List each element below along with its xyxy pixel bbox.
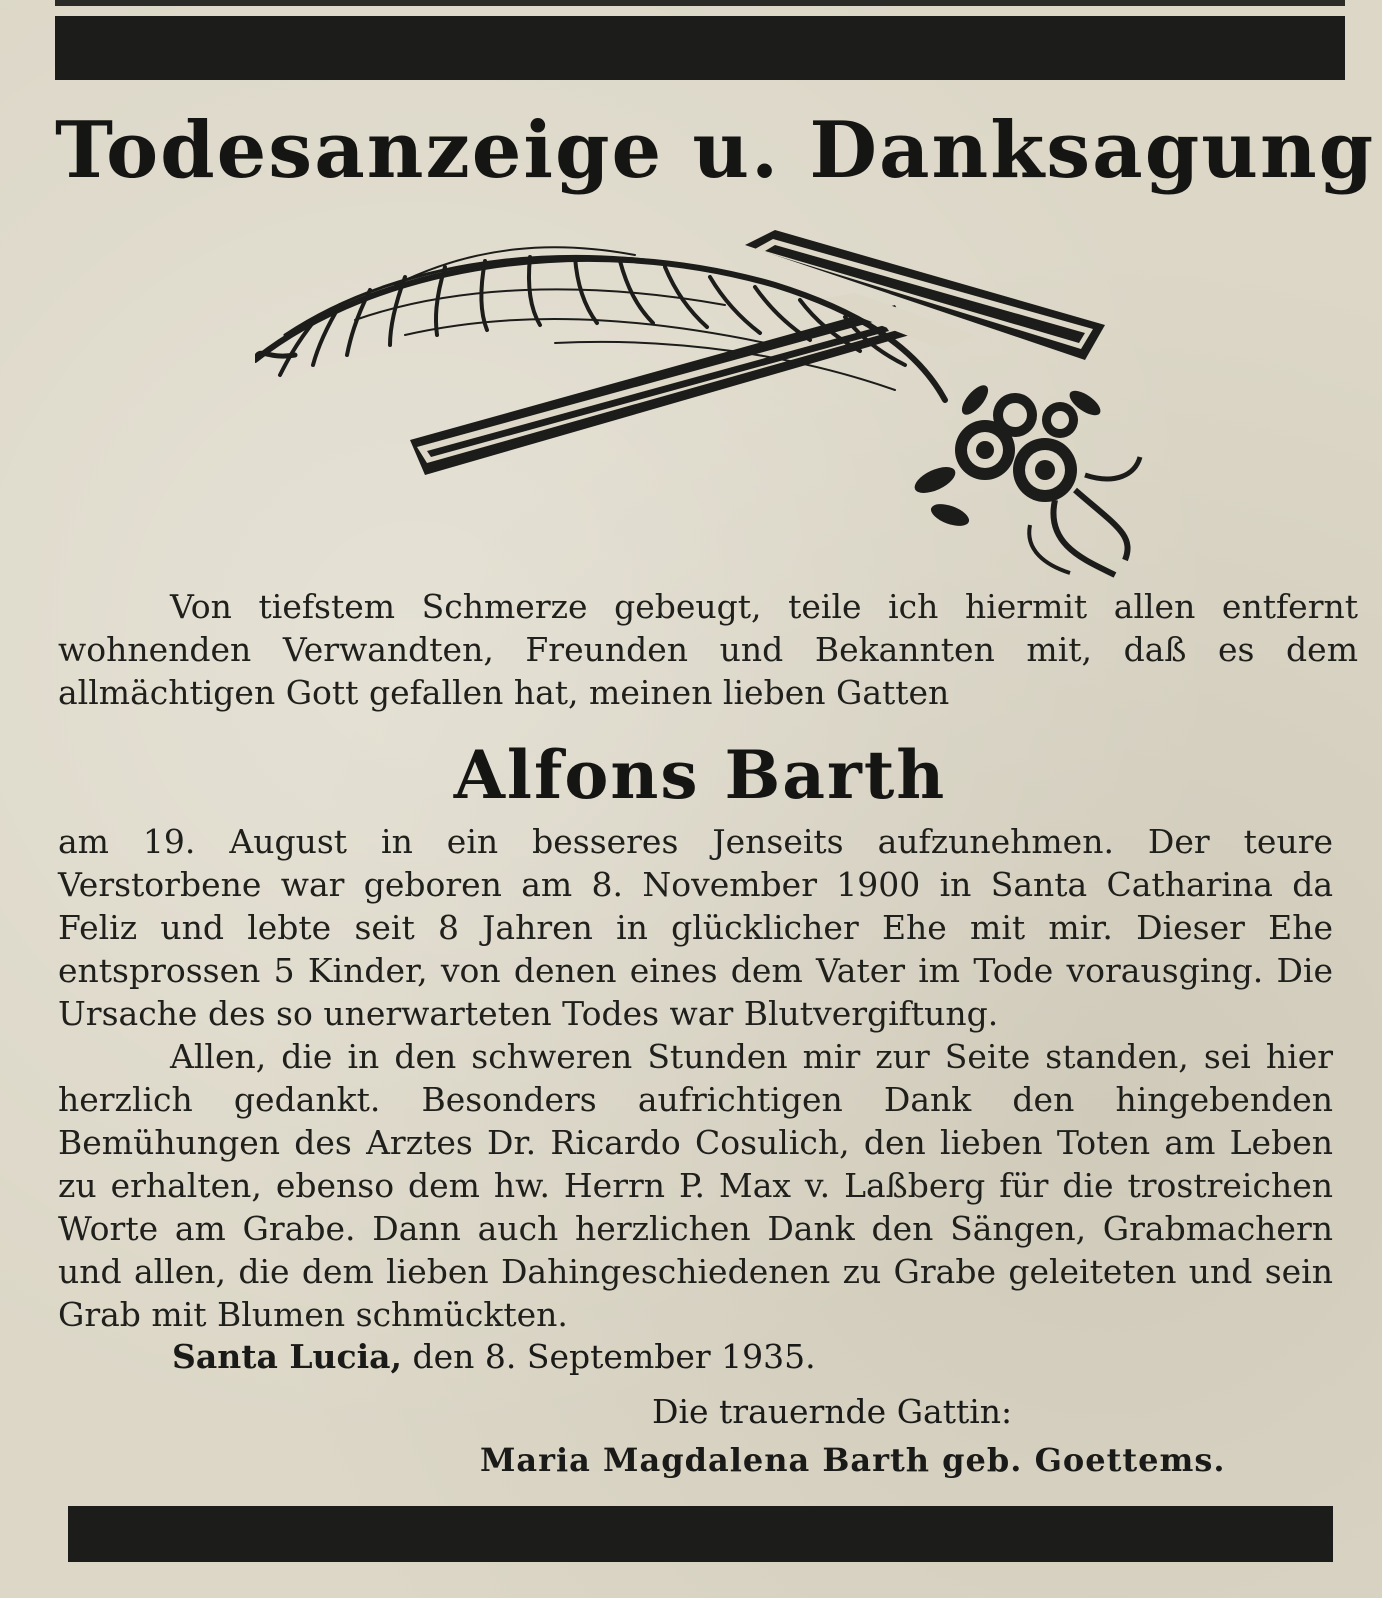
top-black-rule xyxy=(55,16,1345,80)
intro-paragraph xyxy=(58,585,1358,714)
top-thin-rule xyxy=(55,0,1345,6)
cross-with-palm-branch-and-roses-icon xyxy=(255,225,1155,585)
intro-text: Von tiefstem Schmerze gebeugt, teile ich hiermit allen entfernt wohnenden Verwandten, Freunden und Bekannten mit, daß es dem allmächtigen Gott gefallen hat, meinen lieben Gatten xyxy=(58,587,1358,712)
notice-title: Todesanzeige u. Danksagung xyxy=(55,105,1376,196)
roses-bouquet-icon xyxy=(911,381,1140,575)
body-text xyxy=(58,820,1333,1336)
mourner-label: Die trauernde Gattin: xyxy=(652,1392,1013,1431)
date: den 8. September 1935. xyxy=(412,1337,816,1376)
signature-name: Maria Magdalena Barth geb. Goettems. xyxy=(480,1441,1226,1479)
paragraph-thanks: Allen, die in den schweren Stunden mir zur Seite standen, sei hier herzlich gedankt. Besonders aufrichtigen Dank den hingebenden Bemühungen des Arztes Dr. Ricardo Cosulich, den lieben Toten am Leben zu erhalten, ebenso dem hw. Herrn P. Max v. Laßberg für die trostreichen Worte am Grabe. Dann auch herzlichen Dank den Sängen, Grabmachern und allen, die dem lieben Dahingeschiedenen zu Grabe geleiteten und sein Grab mit Blumen schmückten. xyxy=(58,1037,1333,1334)
place-and-date xyxy=(172,1335,816,1379)
paragraph-death-details: am 19. August in ein besseres Jenseits aufzunehmen. Der teure Verstorbene war geboren am 8. November 1900 in Santa Catharina da Feliz und lebte seit 8 Jahren in glücklicher Ehe mit mir. Dieser Ehe entsprossen 5 Kinder, von denen eines dem Vater im Tode vorausging. Die Ursache des so unerwarteten Todes war Blutvergiftung. xyxy=(58,822,1333,1033)
place: Santa Lucia, xyxy=(172,1337,403,1376)
bottom-black-rule xyxy=(68,1506,1333,1562)
deceased-name: Alfons Barth xyxy=(453,736,947,814)
